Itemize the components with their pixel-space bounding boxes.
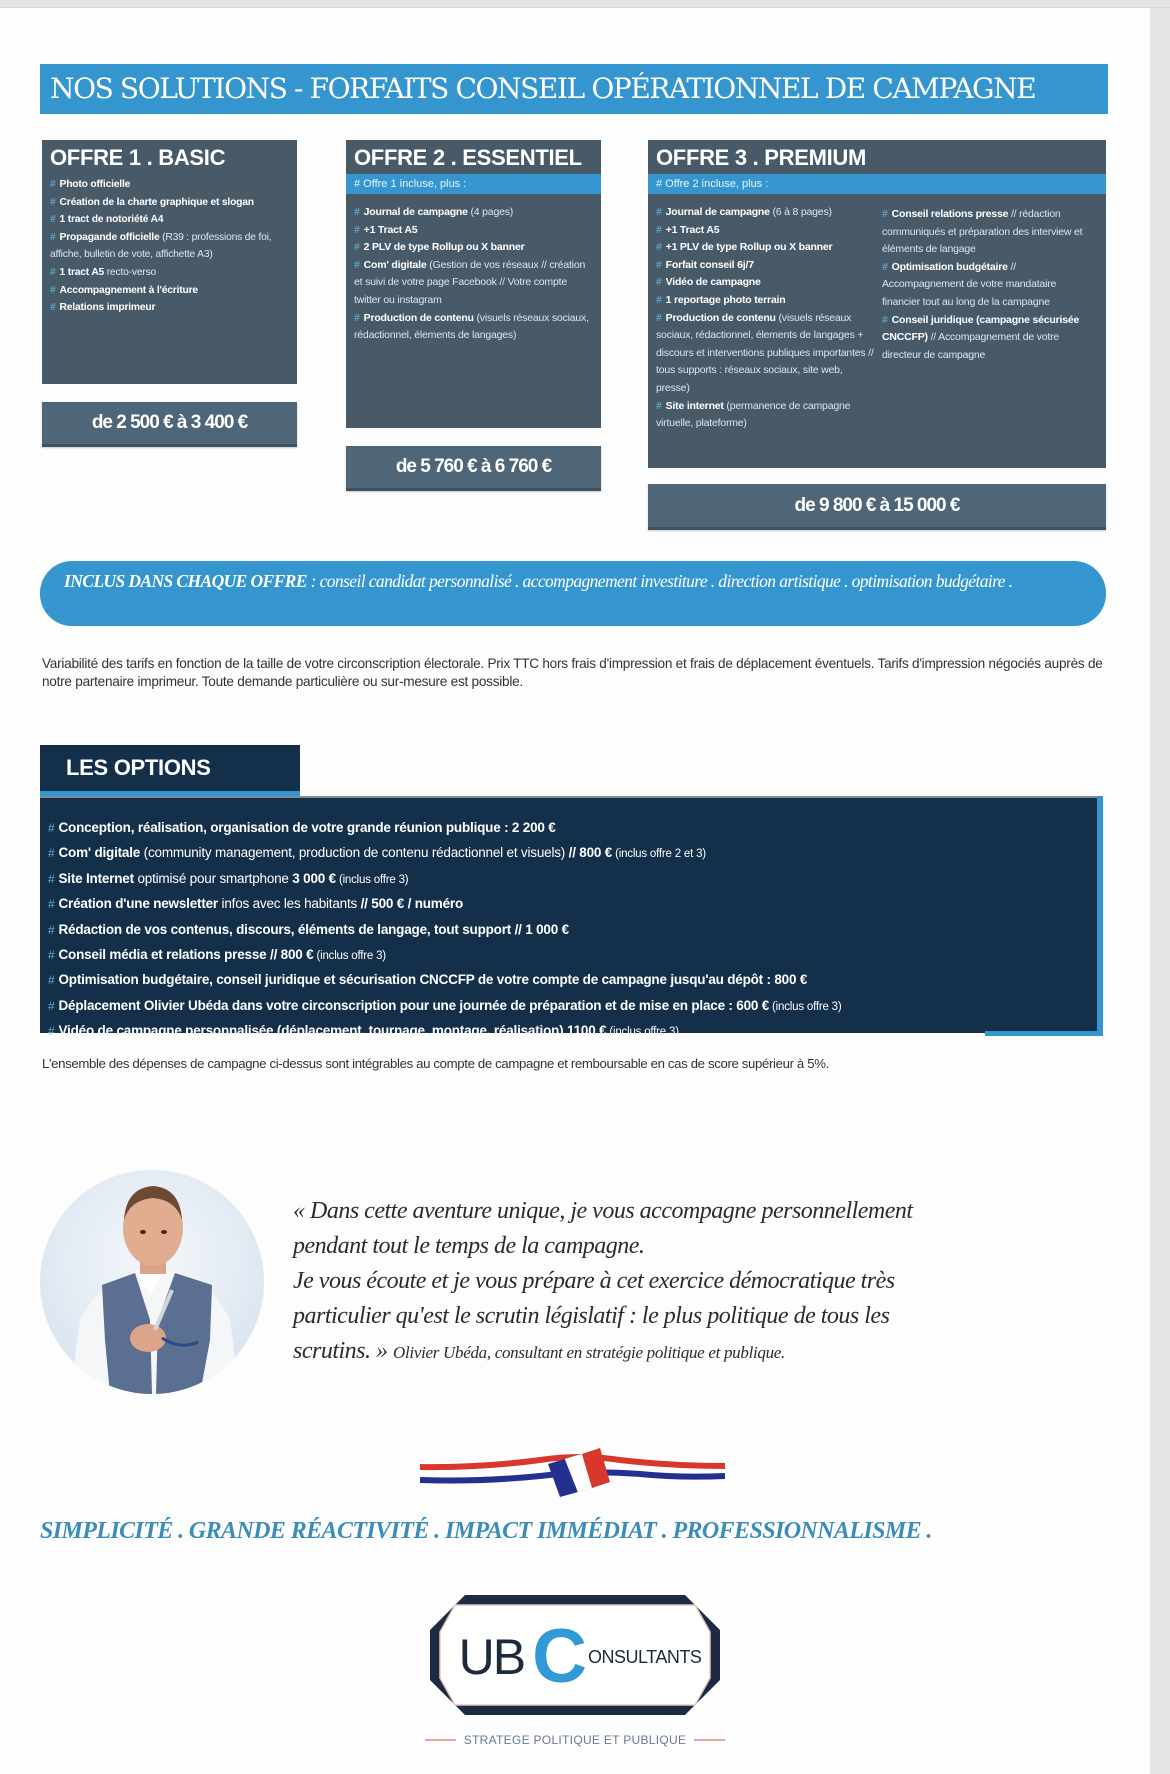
options-list bbox=[48, 816, 842, 1045]
logo-consultants: ONSULTANTS bbox=[588, 1647, 702, 1667]
offer-item-label: Com' digitale bbox=[363, 258, 427, 271]
offer-item bbox=[354, 239, 593, 257]
offer-items-column-2 bbox=[876, 194, 1098, 439]
offer-item-label: 1 tract de notoriété A4 bbox=[59, 214, 164, 226]
page-title: NOS SOLUTIONS - FORFAITS CONSEIL OPÉRATIONNEL DE CAMPAGNE bbox=[40, 64, 1108, 114]
bullet-hash-icon: # bbox=[882, 208, 888, 220]
included-label: INCLUS DANS CHAQUE OFFRE bbox=[64, 571, 307, 591]
bullet-hash-icon: # bbox=[656, 399, 662, 412]
bullet-hash-icon: # bbox=[50, 179, 56, 190]
option-label: Déplacement Olivier Ubéda dans votre circonscription pour une journée de préparation et de mise en place : 600 € bbox=[58, 997, 770, 1013]
offer-item bbox=[50, 264, 289, 282]
offer-item-label: Propagande officielle bbox=[59, 231, 160, 243]
pricing-note: Variabilité des tarifs en fonction de la taille de votre circonscription électorale. Prix TTC hors frais d'impression et frais de déplacement éventuels. Tarifs d'impression négociés auprès de notre partenaire imprimeur. Toute demande particulière ou sur-mesure est possible. bbox=[42, 656, 1103, 689]
logo-c: C bbox=[532, 1614, 587, 1699]
offer-item-detail: (R39 : professions de foi, affiche, bulletin de vote, affichette A3) bbox=[50, 231, 272, 261]
quote-line: « Dans cette aventure unique, je vous accompagne personnellement bbox=[293, 1198, 913, 1224]
quote-line: scrutins. » bbox=[293, 1338, 388, 1364]
option-inclusion-note: (inclus offre 3) bbox=[769, 1000, 842, 1013]
ubc-consultants-logo bbox=[425, 1590, 725, 1760]
offer-item-label: Création de la charte graphique et slogan bbox=[59, 196, 254, 208]
offer-title: OFFRE 2 . ESSENTIEL bbox=[354, 145, 582, 170]
bullet-hash-icon: # bbox=[50, 214, 56, 226]
option-inclusion-note: (inclus offre 3) bbox=[335, 873, 409, 886]
offer-items bbox=[42, 174, 297, 323]
options-accent-border-bottom bbox=[985, 1031, 1103, 1036]
options-accent-border bbox=[1097, 796, 1103, 1036]
logo-tagline-text: STRATEGE POLITIQUE ET PUBLIQUE bbox=[463, 1733, 687, 1747]
option-label: Conception, réalisation, organisation de votre grande réunion publique : 2 200 € bbox=[58, 820, 556, 835]
option-price: // 500 € / numéro bbox=[360, 896, 464, 912]
offer-item-label: +1 Tract A5 bbox=[665, 223, 720, 236]
option-inclusion-note: (inclus offre 3) bbox=[606, 1026, 679, 1039]
offer-item bbox=[656, 398, 874, 433]
bullet-hash-icon: # bbox=[656, 241, 662, 254]
option-label: Création d'une newsletter bbox=[58, 896, 218, 912]
logo-wordmark bbox=[458, 1612, 702, 1702]
expenses-note: L'ensemble des dépenses de campagne ci-dessus sont intégrables au compte de campagne et remboursable en cas de score supérieur à 5%. bbox=[42, 1056, 829, 1071]
logo-tagline-row bbox=[425, 1730, 725, 1750]
option-price: 3 000 € bbox=[292, 870, 336, 886]
offer-item-detail: recto-verso bbox=[104, 266, 157, 278]
offer-item-detail: (4 pages) bbox=[467, 206, 514, 218]
offer-item-label: Optimisation budgétaire bbox=[891, 260, 1008, 273]
option-label: Site Internet bbox=[58, 870, 134, 886]
window-top-edge bbox=[0, 0, 1170, 8]
bullet-hash-icon: # bbox=[50, 196, 56, 208]
option-label: Conseil média et relations presse // 800 € bbox=[58, 947, 314, 963]
offer-card-basic bbox=[42, 140, 297, 384]
bullet-hash-icon: # bbox=[354, 311, 360, 324]
offer-item-label: Production de contenu bbox=[665, 311, 776, 324]
offer-item-label: Vidéo de campagne bbox=[665, 276, 761, 289]
bullet-hash-icon: # bbox=[50, 284, 56, 296]
offer-item bbox=[656, 222, 874, 240]
offer-item-label: Relations imprimeur bbox=[59, 302, 156, 314]
logo-ub: UB bbox=[458, 1629, 525, 1685]
quote-line: pendant tout le temps de la campagne. bbox=[293, 1233, 645, 1259]
offer-item-detail: // Accompagnement de votre directeur de campagne bbox=[882, 331, 1060, 361]
bullet-hash-icon: # bbox=[48, 846, 55, 861]
offer-item-label: 1 reportage photo terrain bbox=[665, 293, 786, 306]
option-item bbox=[48, 841, 842, 866]
offer-item bbox=[656, 292, 874, 310]
offer-item-label: Conseil juridique (campagne sécurisée CNCCFP) bbox=[882, 313, 1080, 344]
offer-item-detail: // rédaction communiqués et préparation des interview et éléments de langage bbox=[882, 208, 1083, 256]
offer-item-detail: (6 à 8 pages) bbox=[769, 206, 832, 218]
bullet-hash-icon: # bbox=[48, 948, 55, 963]
offer-item-detail: (visuels réseaux sociaux, rédactionnel, élements de langages + discours et interventions publiques importantes // tous supports : réseaux sociaux, site web, presse) bbox=[656, 311, 874, 394]
offer-title: OFFRE 1 . BASIC bbox=[50, 145, 226, 170]
offer-item-label: Accompagnement à l'écriture bbox=[59, 284, 198, 296]
bullet-hash-icon: # bbox=[656, 223, 662, 236]
option-price: // 800 € bbox=[568, 845, 613, 861]
bullet-hash-icon: # bbox=[656, 311, 662, 324]
option-item bbox=[48, 867, 842, 892]
bullet-hash-icon: # bbox=[50, 302, 56, 314]
option-detail: (community management, production de contenu rédactionnel et visuels) bbox=[140, 845, 569, 861]
bullet-hash-icon: # bbox=[882, 260, 888, 273]
offer-item-label: Journal de campagne bbox=[363, 206, 468, 218]
offer-item bbox=[656, 204, 874, 222]
offer-item bbox=[882, 312, 1090, 365]
offer-item bbox=[354, 310, 593, 345]
option-item bbox=[48, 892, 842, 917]
bullet-hash-icon: # bbox=[354, 241, 360, 254]
offer-item-label: Journal de campagne bbox=[665, 206, 770, 218]
logo-tagline-rule-right bbox=[694, 1739, 725, 1741]
offer-item bbox=[656, 257, 874, 275]
bullet-hash-icon: # bbox=[48, 1024, 55, 1039]
offer-item bbox=[50, 229, 289, 264]
option-item bbox=[48, 1019, 842, 1044]
offer-item-label: +1 Tract A5 bbox=[363, 223, 418, 236]
offer-item bbox=[50, 194, 289, 212]
option-item bbox=[48, 968, 842, 993]
offer-item bbox=[50, 176, 289, 194]
option-item bbox=[48, 994, 842, 1019]
quote-line: Je vous écoute et je vous prépare à cet exercice démocratique très bbox=[293, 1268, 895, 1294]
consultant-portrait bbox=[40, 1170, 264, 1394]
option-item bbox=[48, 943, 842, 968]
testimonial-quote bbox=[293, 1194, 1123, 1370]
offer-item bbox=[656, 239, 874, 257]
slogan: SIMPLICITÉ . GRANDE RÉACTIVITÉ . IMPACT IMMÉDIAT . PROFESSIONNALISME . bbox=[40, 1518, 932, 1544]
offer-item bbox=[656, 274, 874, 292]
offer-item bbox=[50, 282, 289, 300]
bullet-hash-icon: # bbox=[656, 293, 662, 306]
offer-item-label: 1 tract A5 bbox=[59, 266, 105, 278]
bullet-hash-icon: # bbox=[354, 223, 360, 236]
offer-item-label: Photo officielle bbox=[59, 179, 131, 190]
option-label: Com' digitale bbox=[58, 845, 141, 861]
option-label: Optimisation budgétaire, conseil juridique et sécurisation CNCCFP de votre compte de campagne jusqu'au dépôt : 800 € bbox=[58, 972, 808, 988]
option-detail: optimisé pour smartphone bbox=[133, 870, 293, 886]
bullet-hash-icon: # bbox=[50, 231, 56, 243]
offer-items bbox=[346, 194, 601, 351]
french-flag-ribbon-icon bbox=[420, 1430, 730, 1500]
option-label: Vidéo de campagne personnalisée (déplacement, tournage, montage, réalisation) 1100 € bbox=[58, 1023, 607, 1039]
bullet-hash-icon: # bbox=[656, 276, 662, 289]
offer-item-detail: // Accompagnement de votre mandataire financier tout au long de la campagne bbox=[882, 260, 1057, 308]
offer-price-essentiel: de 5 760 € à 6 760 € bbox=[346, 446, 601, 491]
offer-item bbox=[354, 204, 593, 222]
included-text: : conseil candidat personnalisé . accompagnement investiture . direction artistique . optimisation budgétaire . bbox=[306, 571, 1013, 591]
testimonial-author: Olivier Ubéda, consultant en stratégie politique et publique. bbox=[393, 1343, 786, 1362]
bullet-hash-icon: # bbox=[48, 922, 55, 937]
offer-subtitle: # Offre 2 incluse, plus : bbox=[648, 174, 1106, 194]
bullet-hash-icon: # bbox=[354, 258, 360, 271]
offer-item bbox=[50, 299, 289, 317]
offer-price-premium: de 9 800 € à 15 000 € bbox=[648, 484, 1106, 530]
bullet-hash-icon: # bbox=[48, 871, 55, 886]
bullet-hash-icon: # bbox=[48, 821, 55, 835]
offer-item bbox=[354, 257, 593, 310]
offer-item bbox=[354, 222, 593, 240]
offer-item-label: +1 PLV de type Rollup ou X banner bbox=[665, 241, 833, 254]
offer-item-detail: (visuels réseaux sociaux, rédactionnel, élements de langages) bbox=[354, 311, 589, 342]
offer-item-label: Site internet bbox=[665, 399, 724, 412]
option-label: Rédaction de vos contenus, discours, éléments de langage, tout support // 1 000 € bbox=[58, 921, 569, 937]
bullet-hash-icon: # bbox=[656, 258, 662, 271]
offer-item bbox=[882, 206, 1090, 259]
offer-item-label: 2 PLV de type Rollup ou X banner bbox=[363, 241, 525, 254]
offer-item-detail: (Gestion de vos réseaux // création et suivi de votre page Facebook // Votre compte twitter ou instagram bbox=[354, 258, 586, 306]
option-item bbox=[48, 816, 842, 841]
portrait-illustration bbox=[40, 1170, 264, 1394]
offer-item-label: Production de contenu bbox=[363, 311, 474, 324]
included-banner bbox=[40, 561, 1106, 626]
options-panel bbox=[40, 796, 1097, 1039]
offer-item-label: Forfait conseil 6j/7 bbox=[665, 258, 754, 271]
offer-item-label: Conseil relations presse bbox=[891, 208, 1009, 220]
offer-items bbox=[648, 194, 876, 439]
offer-subtitle: # Offre 1 incluse, plus : bbox=[346, 174, 601, 194]
logo-tagline-rule-left bbox=[425, 1739, 456, 1741]
bullet-hash-icon: # bbox=[48, 973, 55, 988]
offer-card-premium bbox=[648, 140, 1106, 468]
option-item bbox=[48, 918, 842, 943]
bullet-hash-icon: # bbox=[354, 206, 360, 218]
bullet-hash-icon: # bbox=[48, 897, 55, 912]
offer-item bbox=[882, 259, 1090, 312]
offer-item-detail: (permanence de campagne virtuelle, plateforme) bbox=[656, 399, 851, 430]
offer-card-essentiel bbox=[346, 140, 601, 428]
quote-line-last bbox=[293, 1334, 1123, 1370]
option-detail: infos avec les habitants bbox=[217, 896, 361, 912]
option-inclusion-note: (inclus offre 2 et 3) bbox=[612, 848, 706, 861]
bullet-hash-icon: # bbox=[882, 313, 888, 326]
bullet-hash-icon: # bbox=[656, 206, 662, 218]
offer-title: OFFRE 3 . PREMIUM bbox=[656, 145, 867, 170]
offer-item bbox=[50, 211, 289, 229]
offer-price-basic: de 2 500 € à 3 400 € bbox=[42, 402, 297, 447]
options-title: LES OPTIONS bbox=[40, 745, 300, 791]
option-inclusion-note: (inclus offre 3) bbox=[313, 950, 386, 963]
bullet-hash-icon: # bbox=[48, 998, 55, 1013]
offer-item bbox=[656, 310, 874, 398]
bullet-hash-icon: # bbox=[50, 266, 56, 278]
quote-line: particulier qu'est le scrutin législatif : le plus politique de tous les bbox=[293, 1303, 890, 1329]
